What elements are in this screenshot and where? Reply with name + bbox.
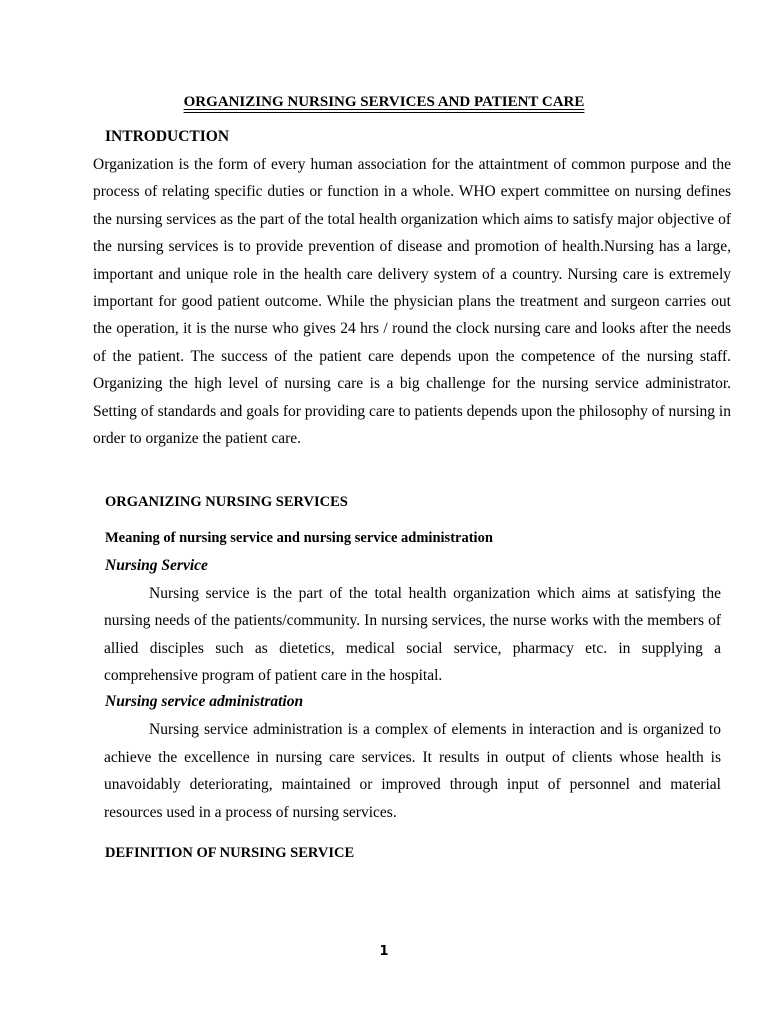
introduction-heading: INTRODUCTION <box>105 128 230 145</box>
nursing-service-paragraph: Nursing service is the part of the total health organization which aims at satisfying the nursing needs of the patients/community. In nursing services, the nurse works with the members of allied disciples such as dietetics, medical social service, pharmacy etc. in supplying a comprehensive program of patient care in the hospital. <box>104 585 721 684</box>
organizing-heading: ORGANIZING NURSING SERVICES <box>105 494 348 510</box>
meaning-subheading: Meaning of nursing service and nursing service administration <box>105 530 493 546</box>
page-number: 1 <box>379 944 389 959</box>
document-title: ORGANIZING NURSING SERVICES AND PATIENT CARE <box>183 94 585 110</box>
introduction-paragraph: Organization is the form of every human association for the attaintment of common purpose and the process of relating specific duties or function in a whole. WHO expert committee on nursing defines the nursing services as the part of the total health organization which aims to satisfy major objective of the nursing services is to provide prevention of disease and promotion of health.Nursing has a large, important and unique role in the health care delivery system of a country. Nursing care is extremely important for good patient outcome. While the physician plans the treatment and surgeon carries out the operation, it is the nurse who gives 24 hrs / round the clock nursing care and looks after the needs of the patient. The success of the patient care depends upon the competence of the nursing staff. Organizing the high level of nursing care is a big challenge for the nursing service administrator. Setting of standards and goals for providing care to patients depends upon the philosophy of nursing in order to organize the patient care. <box>93 156 731 448</box>
nursing-service-administration-paragraph: Nursing service administration is a complex of elements in interaction and is organized to achieve the excellence in nursing care services. It results in output of clients whose health is unavoidably deteriorating, maintained or improved through input of personnel and material resources used in a process of nursing services. <box>104 721 721 821</box>
nursing-service-administration-heading: Nursing service administration <box>105 693 304 710</box>
nursing-service-heading: Nursing Service <box>105 557 208 574</box>
definition-heading: DEFINITION OF NURSING SERVICE <box>105 845 355 861</box>
